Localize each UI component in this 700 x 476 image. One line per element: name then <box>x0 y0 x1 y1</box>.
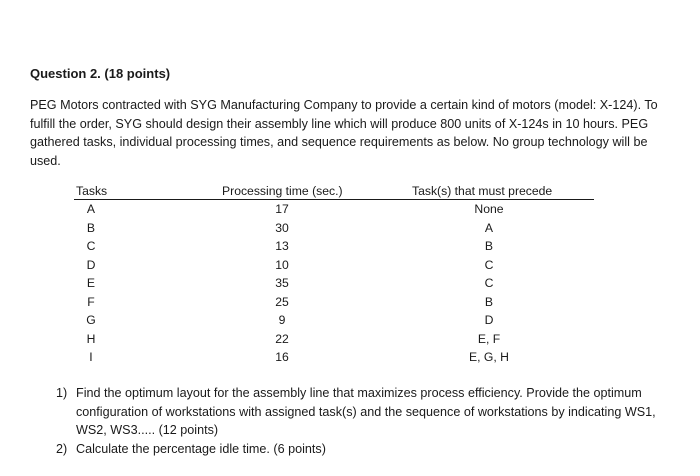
table-row <box>74 237 594 256</box>
header-tasks: Tasks <box>76 184 108 198</box>
subquestion-item <box>56 440 656 459</box>
task-table <box>74 184 594 367</box>
table-row <box>74 311 594 330</box>
header-precede: Task(s) that must precede <box>412 184 553 198</box>
subquestion-text: Find the optimum layout for the assembly line that maximizes process efficiency. Provide the optimum configuration of workstations with assigned task(s) and the sequence of workstations by indicating WS1, WS2, WS3..... (12 points) <box>76 386 656 437</box>
cell-task: C <box>86 239 96 253</box>
table-row <box>74 256 594 275</box>
subquestion-item <box>56 384 656 440</box>
cell-time: 17 <box>275 202 289 216</box>
cell-task: I <box>89 350 93 364</box>
table-row <box>74 219 594 238</box>
cell-precede: E, G, H <box>469 350 509 364</box>
cell-task: B <box>86 220 96 235</box>
cell-time: 30 <box>275 220 289 235</box>
cell-task: D <box>86 257 96 272</box>
table-header <box>74 184 594 200</box>
cell-time: 22 <box>275 331 289 346</box>
cell-precede: C <box>484 257 494 272</box>
cell-task: E <box>86 276 96 290</box>
cell-task: G <box>86 313 96 327</box>
cell-precede: None <box>474 202 504 216</box>
subquestion-list <box>56 384 656 458</box>
header-processing-time: Processing time (sec.) <box>222 184 343 198</box>
cell-precede: B <box>484 294 494 309</box>
cell-precede: C <box>484 276 494 290</box>
table-row <box>74 330 594 349</box>
table-row <box>74 200 594 219</box>
cell-time: 13 <box>275 239 289 253</box>
subquestion-number: 1) <box>56 386 68 400</box>
cell-time: 9 <box>278 313 286 327</box>
table-row <box>74 293 594 312</box>
cell-task: H <box>86 331 96 346</box>
subquestion-text: Calculate the percentage idle time. (6 points) <box>76 441 326 456</box>
cell-task: A <box>86 202 96 216</box>
cell-precede: B <box>484 239 494 253</box>
cell-precede: D <box>484 313 494 327</box>
subquestion-number: 2) <box>56 441 68 456</box>
cell-time: 16 <box>275 350 289 364</box>
cell-time: 10 <box>275 257 289 272</box>
cell-task: F <box>87 294 95 309</box>
table-row <box>74 348 594 367</box>
cell-precede: E, F <box>477 331 501 346</box>
cell-time: 25 <box>275 294 289 309</box>
question-title: Question 2. (18 points) <box>30 66 171 81</box>
table-row <box>74 274 594 293</box>
question-intro: PEG Motors contracted with SYG Manufacturing Company to provide a certain kind of motors (model: X-124). To fulfill the order, SYG should design their assembly line which will produce 800 units of X-124s in 10 hours. PEG gathered tasks, individual processing times, and sequence requirements as below. No group technology will be used. <box>30 98 658 168</box>
cell-time: 35 <box>275 276 289 290</box>
cell-precede: A <box>484 220 494 235</box>
